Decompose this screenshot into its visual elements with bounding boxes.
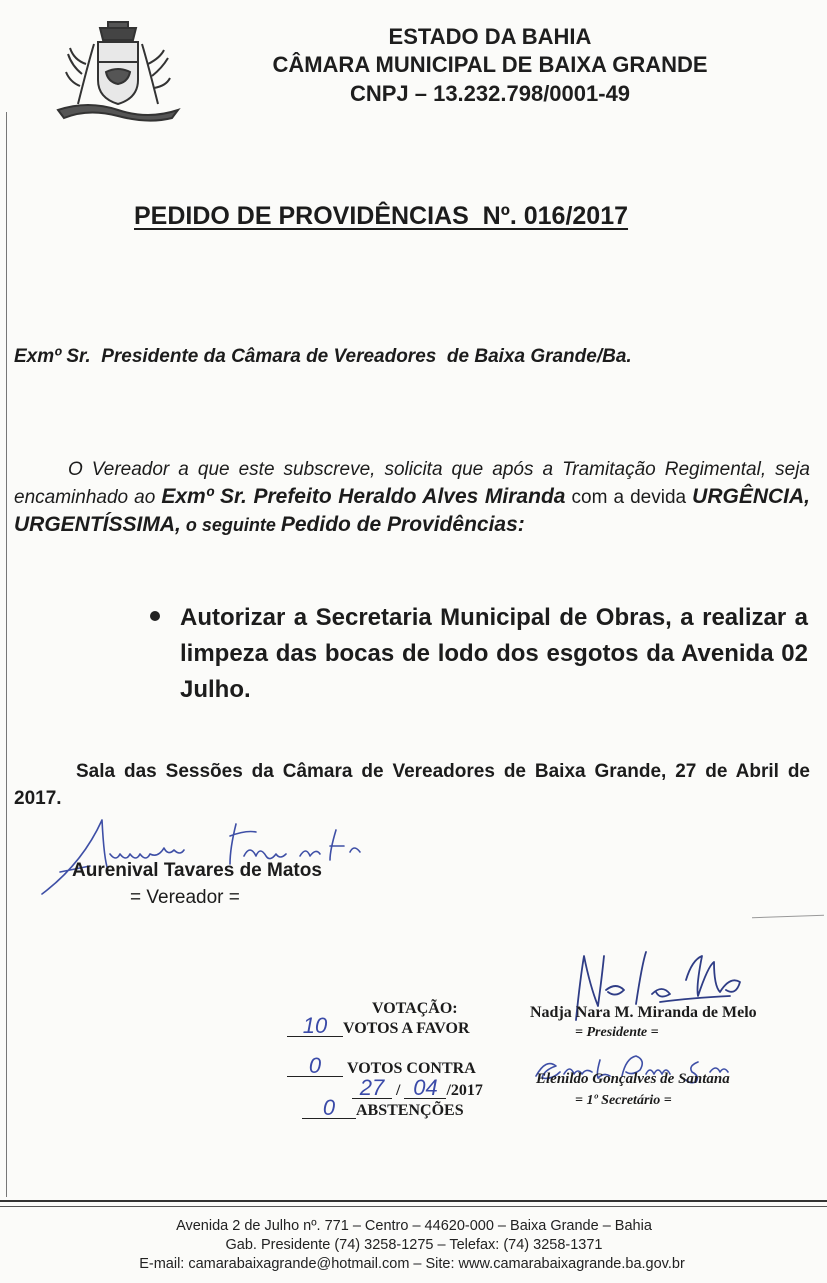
votes-contra-value: 0 <box>287 1056 343 1077</box>
body-following: o seguinte <box>180 515 281 535</box>
closing-line: Sala das Sessões da Câmara de Vereadores de Baixa Grande, 27 de Abril de 2017. <box>14 761 810 809</box>
voting-date: 27 / 04 /2017 <box>352 1078 483 1100</box>
body-paragraph <box>14 456 810 539</box>
votes-favor-value: 10 <box>287 1016 343 1037</box>
footer-rule-thin <box>0 1206 827 1207</box>
votes-favor-label: VOTOS A FAVOR <box>343 1020 470 1037</box>
footer-address: Avenida 2 de Julho nº. 771 – Centro – 44620-000 – Baixa Grande – Bahia <box>176 1218 652 1234</box>
document-title: PEDIDO DE PROVIDÊNCIAS Nº. 016/2017 <box>134 202 629 230</box>
president-role: = Presidente = <box>575 1025 659 1040</box>
president-name: Nadja Nara M. Miranda de Melo <box>530 1004 757 1021</box>
body-mayor: Exmº Sr. Prefeito Heraldo Alves Miranda <box>161 485 566 508</box>
secretary-name: Elenildo Gonçalves de Santana <box>536 1071 730 1087</box>
voting-date-year: /2017 <box>446 1082 483 1099</box>
footer-rule-thick <box>0 1200 827 1202</box>
voting-date-month: 04 <box>404 1078 446 1099</box>
salutation: Exmº Sr. Presidente da Câmara de Vereadores de Baixa Grande/Ba. <box>14 346 632 367</box>
votes-abst-value: 0 <box>302 1098 356 1119</box>
header-cnpj: CNPJ – 13.232.798/0001-49 <box>349 81 631 106</box>
bullet-dot <box>150 611 160 621</box>
header-chamber: CÂMARA MUNICIPAL DE BAIXA GRANDE <box>272 52 708 77</box>
votes-favor-row <box>287 1013 470 1038</box>
body-intro: O Vereador a que este subscreve, solicita que após a Tramitação Regimental, seja encaminhado ao <box>14 459 810 508</box>
body-request: Pedido de Providências: <box>280 513 525 536</box>
votes-contra-label: VOTOS CONTRA <box>347 1060 476 1077</box>
vereador-role: = Vereador = <box>130 887 240 908</box>
votes-abst-row <box>302 1095 464 1120</box>
body-connector: com a devida <box>565 487 693 508</box>
request-item: Autorizar a Secretaria Municipal de Obras, a realizar a limpeza das bocas de lodo dos esgotos da Avenida 02 Julho. <box>180 604 808 703</box>
body-urgency: URGÊNCIA, URGENTÍSSIMA, <box>14 485 810 536</box>
header-state: ESTADO DA BAHIA <box>388 24 592 49</box>
footer-contact: E-mail: camarabaixagrande@hotmail.com – Site: www.camarabaixagrande.ba.gov.br <box>139 1256 685 1272</box>
secretary-role: = 1º Secretário = <box>575 1093 672 1108</box>
footer-phones: Gab. Presidente (74) 3258-1275 – Telefax: (74) 3258-1371 <box>225 1237 603 1253</box>
stray-mark <box>752 915 824 919</box>
voting-date-day: 27 <box>352 1078 392 1099</box>
vereador-name: Aurenival Tavares de Matos <box>72 860 322 881</box>
left-margin-rule <box>6 112 7 1197</box>
votes-abst-label: ABSTENÇÕES <box>356 1102 464 1119</box>
municipal-crest-icon <box>48 14 188 124</box>
voting-title: VOTAÇÃO: <box>372 1000 458 1017</box>
